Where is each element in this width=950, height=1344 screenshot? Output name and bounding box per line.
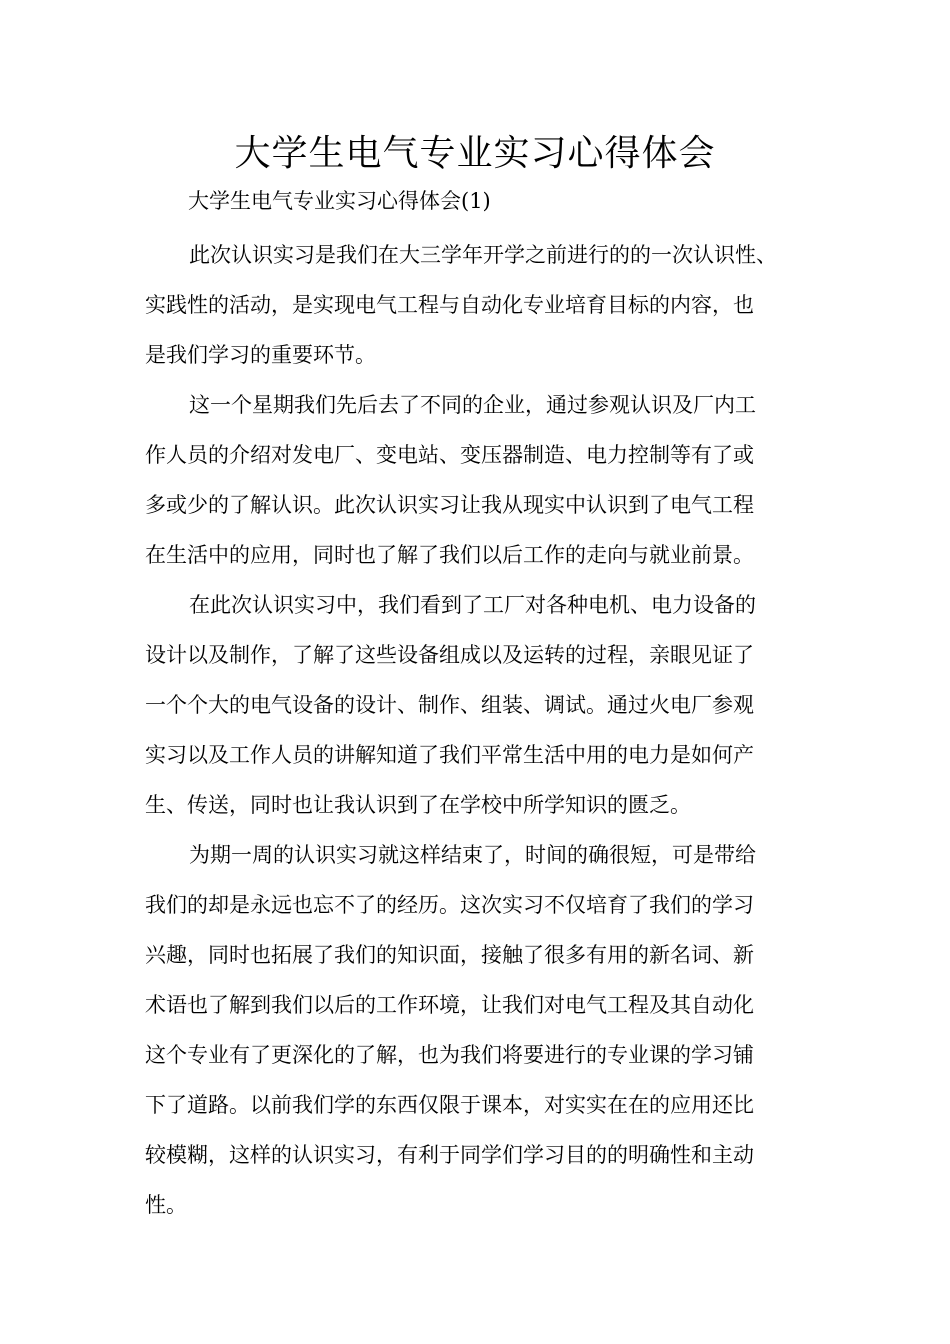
paragraph-line: 在生活中的应用，同时也了解了我们以后工作的走向与就业前景。 [145,543,754,567]
paragraph-line: 设计以及制作，了解了这些设备组成以及运转的过程，亲眼见证了 [145,643,754,667]
paragraph-line: 性。 [145,1193,187,1217]
paragraph-line: 这一个星期我们先后去了不同的企业，通过参观认识及厂内工 [189,393,756,417]
paragraph-line: 为期一周的认识实习就这样结束了，时间的确很短，可是带给 [189,843,756,867]
paragraph-line: 在此次认识实习中，我们看到了工厂对各种电机、电力设备的 [189,593,756,617]
paragraph-line: 实习以及工作人员的讲解知道了我们平常生活中用的电力是如何产 [145,743,754,767]
paragraph-line: 生、传送，同时也让我认识到了在学校中所学知识的匮乏。 [145,793,691,817]
paragraph-line: 兴趣，同时也拓展了我们的知识面，接触了很多有用的新名词、新 [145,943,754,967]
document-body [145,230,825,1230]
paragraph-line: 这个专业有了更深化的了解，也为我们将要进行的专业课的学习铺 [145,1043,754,1067]
paragraph-line: 我们的却是永远也忘不了的经历。这次实习不仅培育了我们的学习 [145,893,754,917]
paragraph-line: 作人员的介绍对发电厂、变电站、变压器制造、电力控制等有了或 [145,443,754,467]
paragraph-line: 一个个大的电气设备的设计、制作、组装、调试。通过火电厂参观 [145,693,754,717]
paragraph-line: 此次认识实习是我们在大三学年开学之前进行的的一次认识性、 [189,243,777,267]
paragraph [145,380,825,580]
paragraph-line: 实践性的活动，是实现电气工程与自动化专业培育目标的内容，也 [145,293,754,317]
paragraph [145,830,825,1230]
paragraph [145,230,825,380]
paragraph-line: 多或少的了解认识。此次认识实习让我从现实中认识到了电气工程 [145,493,754,517]
paragraph [145,580,825,830]
document-subtitle: 大学生电气专业实习心得体会(1) [188,189,491,213]
paragraph-line: 较模糊，这样的认识实习，有利于同学们学习目的的明确性和主动 [145,1143,754,1167]
paragraph-line: 是我们学习的重要环节。 [145,343,376,367]
paragraph-line: 术语也了解到我们以后的工作环境，让我们对电气工程及其自动化 [145,993,754,1017]
document-title: 大学生电气专业实习心得体会 [234,133,716,174]
paragraph-line: 下了道路。以前我们学的东西仅限于课本，对实实在在的应用还比 [145,1093,754,1117]
